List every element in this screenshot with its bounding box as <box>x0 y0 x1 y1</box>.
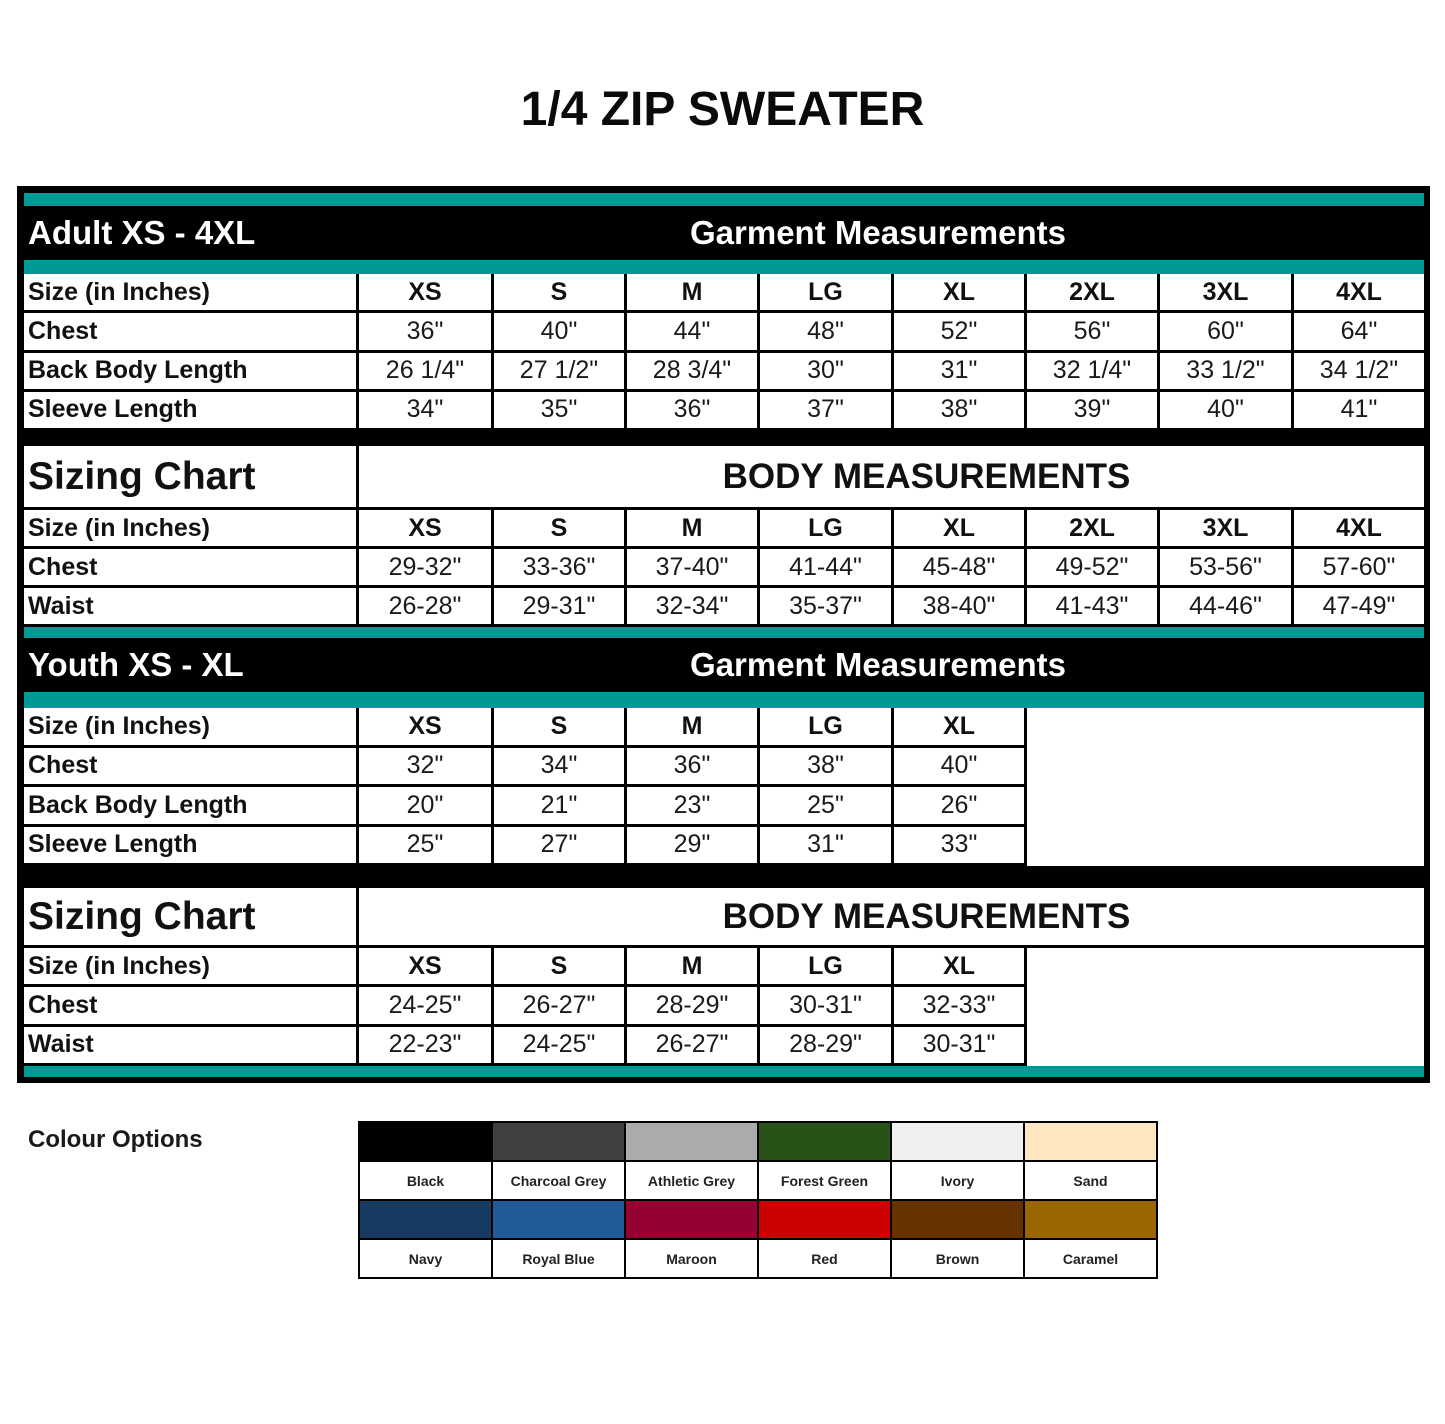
measurement-cell: 38" <box>760 748 894 788</box>
table-row <box>24 787 1424 827</box>
table-row <box>24 588 1424 627</box>
measurement-cell: 47-49" <box>1294 588 1424 627</box>
measurement-cell: 57-60" <box>1294 549 1424 588</box>
measurement-cell: 26-27" <box>627 1027 760 1066</box>
youth-sizing-size-header-row <box>24 948 1424 987</box>
measurement-cell: 27 1/2" <box>494 353 627 392</box>
colour-swatch-royal-blue <box>492 1200 625 1239</box>
size-header-cell: XS <box>359 510 494 549</box>
teal-divider <box>24 627 1424 638</box>
table-row <box>24 748 1424 788</box>
youth-sizing-header <box>24 888 1424 948</box>
measurement-cell: 29" <box>627 827 760 867</box>
measurement-cell: 44-46" <box>1160 588 1294 627</box>
measurement-cell: 33" <box>894 827 1027 867</box>
measurement-cell: 32-34" <box>627 588 760 627</box>
swatch-row <box>359 1122 1157 1161</box>
colour-name: Sand <box>1024 1161 1157 1200</box>
size-header-cell: XL <box>894 708 1027 748</box>
colour-name: Royal Blue <box>492 1239 625 1278</box>
table-row <box>24 549 1424 588</box>
measurement-cell: 40" <box>1160 392 1294 431</box>
colour-swatch-athletic-grey <box>625 1122 758 1161</box>
row-label-header: Size (in Inches) <box>24 948 359 987</box>
row-label: Sleeve Length <box>24 827 359 867</box>
measurement-cell: 29-32" <box>359 549 494 588</box>
measurement-cell: 30-31" <box>760 987 894 1026</box>
size-header-cell: XS <box>359 948 494 987</box>
colour-name-row <box>359 1239 1157 1278</box>
measurement-cell: 23" <box>627 787 760 827</box>
measurement-cell: 39" <box>1027 392 1160 431</box>
measurement-cell: 26 1/4" <box>359 353 494 392</box>
empty-cell <box>1027 748 1424 788</box>
measurement-cell: 30" <box>760 353 894 392</box>
measurement-cell: 28-29" <box>760 1027 894 1066</box>
measurement-cell: 41-43" <box>1027 588 1160 627</box>
measurement-cell: 22-23" <box>359 1027 494 1066</box>
measurement-cell: 45-48" <box>894 549 1027 588</box>
adult-garment-size-header-row <box>24 274 1424 313</box>
measurement-cell: 48" <box>760 313 894 352</box>
size-header-cell: M <box>627 948 760 987</box>
adult-body-measurements-label: BODY MEASUREMENTS <box>722 456 1131 496</box>
youth-heading-left: Youth XS - XL <box>28 646 244 683</box>
measurement-cell: 49-52" <box>1027 549 1160 588</box>
measurement-cell: 32-33" <box>894 987 1027 1026</box>
measurement-cell: 31" <box>894 353 1027 392</box>
measurement-cell: 35-37" <box>760 588 894 627</box>
measurement-cell: 36" <box>627 748 760 788</box>
measurement-cell: 34 1/2" <box>1294 353 1424 392</box>
row-label-header: Size (in Inches) <box>24 708 359 748</box>
measurement-cell: 53-56" <box>1160 549 1294 588</box>
adult-sizing-title: Sizing Chart <box>24 446 359 510</box>
measurement-cell: 37-40" <box>627 549 760 588</box>
size-header-cell: 3XL <box>1160 274 1294 313</box>
measurement-cell: 40" <box>894 748 1027 788</box>
measurement-cell: 34" <box>359 392 494 431</box>
empty-cell <box>1027 827 1424 867</box>
measurement-cell: 28-29" <box>627 987 760 1026</box>
row-label: Waist <box>24 1027 359 1066</box>
measurement-cell: 44" <box>627 313 760 352</box>
colour-swatch-caramel <box>1024 1200 1157 1239</box>
size-header-cell: M <box>627 510 760 549</box>
teal-divider <box>24 1066 1424 1077</box>
teal-divider <box>24 193 1424 206</box>
row-label-header: Size (in Inches) <box>24 510 359 549</box>
empty-cell <box>1027 787 1424 827</box>
measurement-cell: 30-31" <box>894 1027 1027 1066</box>
table-row <box>24 827 1424 867</box>
row-label: Chest <box>24 987 359 1026</box>
row-label: Chest <box>24 313 359 352</box>
size-header-cell: 2XL <box>1027 274 1160 313</box>
measurement-cell: 33-36" <box>494 549 627 588</box>
measurement-cell: 36" <box>627 392 760 431</box>
table-row <box>24 1027 1424 1066</box>
colour-swatch-sand <box>1024 1122 1157 1161</box>
row-label: Back Body Length <box>24 353 359 392</box>
teal-divider <box>24 260 1424 274</box>
colour-name: Athletic Grey <box>625 1161 758 1200</box>
youth-body-measurements-label: BODY MEASUREMENTS <box>722 896 1131 936</box>
measurement-cell: 26-27" <box>494 987 627 1026</box>
colour-name: Navy <box>359 1239 492 1278</box>
size-header-cell: XS <box>359 708 494 748</box>
size-header-cell: M <box>627 274 760 313</box>
size-header-cell: LG <box>760 274 894 313</box>
colour-name: Ivory <box>891 1161 1024 1200</box>
row-label: Waist <box>24 588 359 627</box>
size-header-cell: 4XL <box>1294 274 1424 313</box>
table-row <box>24 313 1424 352</box>
colour-swatch-charcoal-grey <box>492 1122 625 1161</box>
measurement-cell: 31" <box>760 827 894 867</box>
measurement-cell: 52" <box>894 313 1027 352</box>
youth-heading-bar <box>24 638 1424 692</box>
youth-heading-right: Garment Measurements <box>690 646 1066 683</box>
empty-cell <box>1027 708 1424 748</box>
youth-body-measurements-title <box>359 888 1424 948</box>
measurement-cell: 41" <box>1294 392 1424 431</box>
measurement-cell: 35" <box>494 392 627 431</box>
empty-cell <box>1027 948 1424 987</box>
colour-name: Maroon <box>625 1239 758 1278</box>
measurement-cell: 56" <box>1027 313 1160 352</box>
size-header-cell: S <box>494 274 627 313</box>
measurement-cell: 28 3/4" <box>627 353 760 392</box>
colour-swatch-ivory <box>891 1122 1024 1161</box>
swatch-row <box>359 1200 1157 1239</box>
measurement-cell: 26" <box>894 787 1027 827</box>
adult-heading-right: Garment Measurements <box>690 214 1066 251</box>
size-header-cell: S <box>494 510 627 549</box>
page-title: 1/4 ZIP SWEATER <box>520 83 925 136</box>
size-header-cell: 2XL <box>1027 510 1160 549</box>
size-header-cell: XL <box>894 274 1027 313</box>
measurement-cell: 24-25" <box>494 1027 627 1066</box>
measurement-cell: 41-44" <box>760 549 894 588</box>
youth-garment-size-header-row <box>24 708 1424 748</box>
size-header-cell: XS <box>359 274 494 313</box>
adult-heading-bar <box>24 206 1424 260</box>
colour-swatch-forest-green <box>758 1122 891 1161</box>
size-header-cell: S <box>494 948 627 987</box>
colour-options-label: Colour Options <box>28 1126 203 1153</box>
measurement-cell: 38-40" <box>894 588 1027 627</box>
measurement-cell: 29-31" <box>494 588 627 627</box>
measurement-cell: 32" <box>359 748 494 788</box>
size-header-cell: XL <box>894 948 1027 987</box>
row-label: Sleeve Length <box>24 392 359 431</box>
measurement-cell: 36" <box>359 313 494 352</box>
colour-name: Forest Green <box>758 1161 891 1200</box>
measurement-cell: 64" <box>1294 313 1424 352</box>
measurement-cell: 25" <box>359 827 494 867</box>
table-row <box>24 392 1424 431</box>
colour-options-table <box>358 1121 1158 1279</box>
measurement-cell: 21" <box>494 787 627 827</box>
adult-sizing-header <box>24 446 1424 510</box>
colour-swatch-maroon <box>625 1200 758 1239</box>
empty-cell <box>1027 987 1424 1026</box>
table-row <box>24 987 1424 1026</box>
colour-swatch-red <box>758 1200 891 1239</box>
colour-name: Charcoal Grey <box>492 1161 625 1200</box>
colour-swatch-black <box>359 1122 492 1161</box>
size-header-cell: M <box>627 708 760 748</box>
measurement-cell: 26-28" <box>359 588 494 627</box>
size-header-cell: S <box>494 708 627 748</box>
colour-swatch-navy <box>359 1200 492 1239</box>
row-label-header: Size (in Inches) <box>24 274 359 313</box>
youth-sizing-title: Sizing Chart <box>24 888 359 948</box>
size-header-cell: 4XL <box>1294 510 1424 549</box>
colour-name: Caramel <box>1024 1239 1157 1278</box>
measurement-cell: 25" <box>760 787 894 827</box>
measurement-cell: 34" <box>494 748 627 788</box>
measurement-cell: 33 1/2" <box>1160 353 1294 392</box>
measurement-cell: 37" <box>760 392 894 431</box>
size-header-cell: 3XL <box>1160 510 1294 549</box>
adult-heading-left: Adult XS - 4XL <box>28 214 256 251</box>
measurement-cell: 20" <box>359 787 494 827</box>
measurement-cell: 24-25" <box>359 987 494 1026</box>
adult-body-measurements-title <box>359 446 1424 510</box>
row-label: Chest <box>24 748 359 788</box>
size-header-cell: LG <box>760 708 894 748</box>
colour-name: Black <box>359 1161 492 1200</box>
adult-sizing-size-header-row <box>24 510 1424 549</box>
table-row <box>24 353 1424 392</box>
empty-cell <box>1027 1027 1424 1066</box>
colour-name: Red <box>758 1239 891 1278</box>
measurement-cell: 38" <box>894 392 1027 431</box>
size-header-cell: XL <box>894 510 1027 549</box>
size-header-cell: LG <box>760 510 894 549</box>
measurement-cell: 27" <box>494 827 627 867</box>
colour-name-row <box>359 1161 1157 1200</box>
measurement-cell: 40" <box>494 313 627 352</box>
teal-divider <box>24 692 1424 708</box>
measurement-cell: 60" <box>1160 313 1294 352</box>
row-label: Chest <box>24 549 359 588</box>
measurement-cell: 32 1/4" <box>1027 353 1160 392</box>
size-header-cell: LG <box>760 948 894 987</box>
colour-name: Brown <box>891 1239 1024 1278</box>
colour-swatch-brown <box>891 1200 1024 1239</box>
row-label: Back Body Length <box>24 787 359 827</box>
